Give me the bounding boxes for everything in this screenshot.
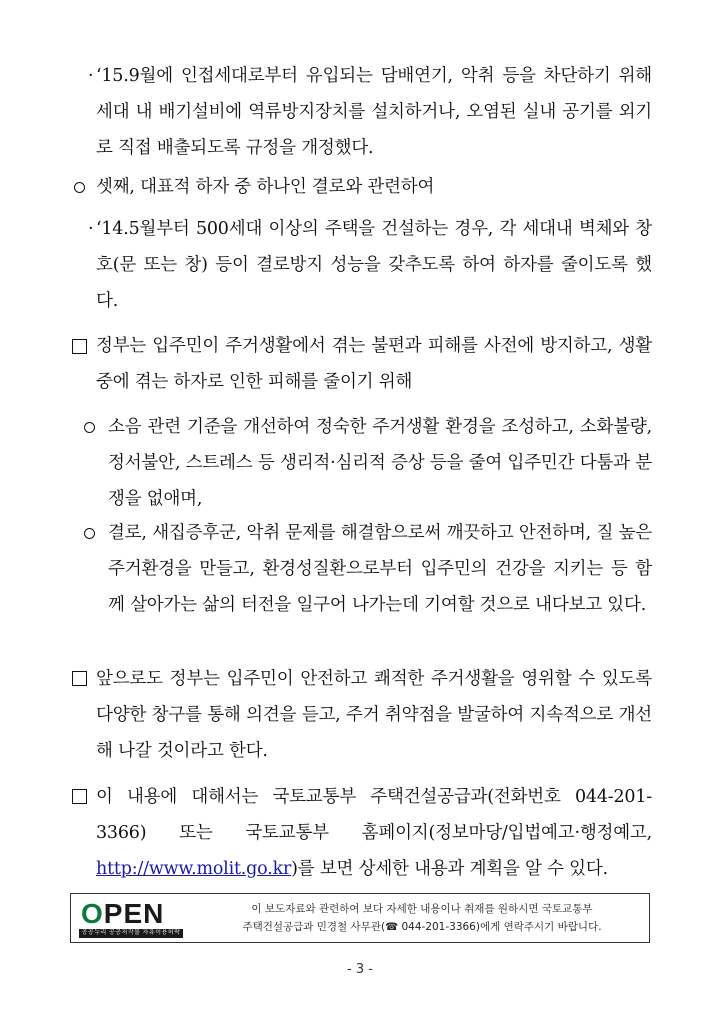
section-future-improvement: 앞으로도 정부는 입주민이 안전하고 쾌적한 주거생활을 영위할 수 있도록 다양한 창구를 통해 의견을 듣고, 주거 취약점을 발굴하여 지속적으로 개선해 나갈 것이라고 한다. xyxy=(96,669,652,761)
contact-text-before: 이 내용에 대해서는 국토교통부 주택건설공급과(전화번호 044-201-3366) 또는 국토교통부 홈페이지(정보마당/입법예고·행정예고, xyxy=(96,787,652,843)
footer-line-2: 주택건설공급과 민경철 사무관(☎ 044-201-3366)에게 연락주시기 바랍니다. xyxy=(242,921,602,933)
footer-contact-text xyxy=(195,900,649,936)
section-contact-info xyxy=(96,779,652,887)
footer-line-1: 이 보도자료와 관련하여 보다 자세한 내용이나 취재를 원하시면 국토교통부 xyxy=(251,903,593,915)
open-kogl-logo xyxy=(75,896,195,940)
bullet-condensation-prevention: ‘14.5월부터 500세대 이상의 주택을 건설하는 경우, 각 세대내 벽체와 창호(문 또는 창) 등이 결로방지 성능을 갖추도록 하여 하자를 줄이도록 했다. xyxy=(96,219,652,311)
bullet-marker: · xyxy=(88,66,94,86)
circle-marker xyxy=(84,422,95,433)
item-third-condensation: 셋째, 대표적 하자 중 하나인 결로와 관련하여 xyxy=(96,177,435,197)
open-logo-subtitle: 공공누리 공공저작물 자유이용허락 xyxy=(79,929,183,938)
item-noise-standards: 소음 관련 기준을 개선하여 정숙한 주거생활 환경을 조성하고, 소화불량, 정서불안, 스트레스 등 생리적·심리적 증상 등을 줄여 입주민간 다툼과 분쟁을 없애며, xyxy=(108,417,652,509)
checkbox-square-marker xyxy=(72,339,87,354)
bullet-smoke-odor-regulation: ‘15.9월에 인접세대로부터 유입되는 담배연기, 악취 등을 차단하기 위해 세대 내 배기설비에 역류방지장치를 설치하거나, 오염된 실내 공기를 외기로 직접 배출되도록 규정을 개정했다. xyxy=(96,66,652,158)
checkbox-square-marker xyxy=(72,789,87,804)
press-contact-footer xyxy=(70,893,650,943)
contact-text-after: )를 보면 상세한 내용과 계획을 알 수 있다. xyxy=(291,859,608,879)
bullet-marker: · xyxy=(88,219,94,239)
circle-marker xyxy=(74,182,85,193)
section-government-prevention: 정부는 입주민이 주거생활에서 겪는 불편과 피해를 사전에 방지하고, 생활 중에 겪는 하자로 인한 피해를 줄이기 위해 xyxy=(96,336,652,392)
open-logo-word: OPEN xyxy=(81,898,165,929)
circle-marker xyxy=(84,528,95,539)
item-healthy-environment: 결로, 새집증후군, 악취 문제를 해결함으로써 깨끗하고 안전하며, 질 높은 주거환경을 만들고, 환경성질환으로부터 입주민의 건강을 지키는 등 함께 살아가는 삶의 터전을 일구어 나가는데 기여할 것으로 내다보고 있다. xyxy=(108,523,652,615)
checkbox-square-marker xyxy=(72,671,87,686)
page-number: - 3 - xyxy=(347,962,373,977)
molit-website-link[interactable]: http://www.molit.go.kr xyxy=(96,859,292,879)
